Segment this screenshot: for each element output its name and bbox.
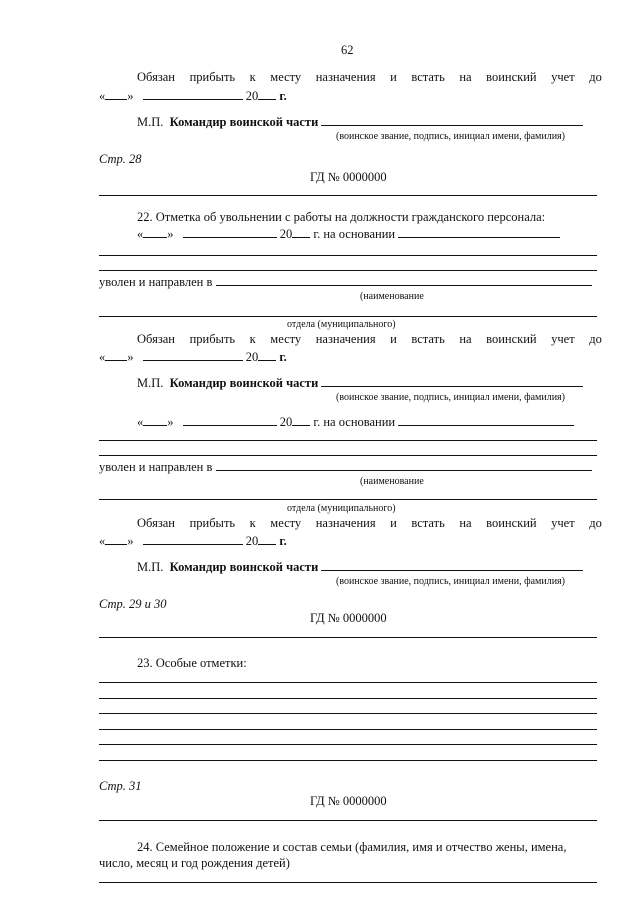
blank-line [99,316,597,317]
commander-hint: (воинское звание, подпись, инициал имени, фамилия) [336,576,565,587]
separator-line [99,195,597,196]
page-number: 62 [341,43,354,57]
blank-line [99,499,597,500]
notes-line [99,744,597,745]
section-24-line-2: число, месяц и год рождения детей) [99,856,290,870]
arrival-date-line: « » 20 г. [99,350,287,364]
obligation-word: к [249,516,256,530]
blank-line [99,255,597,256]
blank-line [99,455,597,456]
obligation-word: встать [411,516,445,530]
naming-hint: (наименование [360,476,424,487]
obligation-word: назначения [315,70,376,84]
page-ref-29-30: Стр. 29 и 30 [99,597,167,611]
obligation-word: месту [270,332,302,346]
obligation-word: Обязан [137,70,176,84]
blank-line [99,270,597,271]
obligation-word: прибыть [189,516,236,530]
arrival-date-line: « » 20 г. [99,534,287,548]
department-hint: отдела (муниципального) [287,503,396,514]
commander-line: М.П. Командир воинской части [137,375,583,391]
obligation-word: воинский [486,70,537,84]
obligation-word: учет [551,516,575,530]
obligation-line [137,70,602,85]
family-line [99,882,597,883]
obligation-word: и [390,516,397,530]
basis-line: « » 20 г. на основании [137,226,560,242]
dismissed-line: уволен и направлен в [99,459,592,475]
obligation-word: на [459,516,472,530]
stamp-gd: ГД № 0000000 [310,611,387,625]
obligation-word: прибыть [189,70,236,84]
commander-hint: (воинское звание, подпись, инициал имени, фамилия) [336,392,565,403]
obligation-word: назначения [315,516,376,530]
obligation-line [137,332,602,347]
stamp-gd: ГД № 0000000 [310,794,387,808]
separator-line [99,637,597,638]
notes-line [99,682,597,683]
section-22-heading: 22. Отметка об увольнении с работы на должности гражданского персонала: [137,210,546,224]
obligation-line [137,516,602,531]
naming-hint: (наименование [360,291,424,302]
department-hint: отдела (муниципального) [287,319,396,330]
obligation-word: на [459,70,472,84]
commander-hint: (воинское звание, подпись, инициал имени, фамилия) [336,131,565,142]
obligation-word: учет [551,332,575,346]
obligation-word: и [390,332,397,346]
obligation-word: Обязан [137,332,176,346]
section-23-heading: 23. Особые отметки: [137,656,247,670]
obligation-word: на [459,332,472,346]
stamp-gd: ГД № 0000000 [310,170,387,184]
obligation-word: прибыть [189,332,236,346]
obligation-word: встать [411,332,445,346]
page-ref-31: Стр. 31 [99,779,142,793]
notes-line [99,698,597,699]
section-24-line-1: 24. Семейное положение и состав семьи (фамилия, имя и отчество жены, имена, [137,840,567,854]
obligation-word: месту [270,516,302,530]
commander-line: М.П. Командир воинской части [137,559,583,575]
obligation-word: учет [551,70,575,84]
obligation-word: к [249,332,256,346]
blank-line [99,440,597,441]
notes-line [99,713,597,714]
obligation-word: до [589,70,602,84]
commander-line: М.П. Командир воинской части [137,114,583,130]
obligation-word: к [249,70,256,84]
obligation-word: до [589,516,602,530]
separator-line [99,820,597,821]
basis-line: « » 20 г. на основании [137,414,574,430]
obligation-word: и [390,70,397,84]
notes-line [99,729,597,730]
obligation-word: Обязан [137,516,176,530]
page-ref-28: Стр. 28 [99,152,142,166]
dismissed-line: уволен и направлен в [99,274,592,290]
obligation-word: до [589,332,602,346]
obligation-word: воинский [486,516,537,530]
obligation-word: назначения [315,332,376,346]
notes-line [99,760,597,761]
obligation-word: встать [411,70,445,84]
obligation-word: месту [270,70,302,84]
arrival-date-line: « » 20 г. [99,89,287,103]
obligation-word: воинский [486,332,537,346]
